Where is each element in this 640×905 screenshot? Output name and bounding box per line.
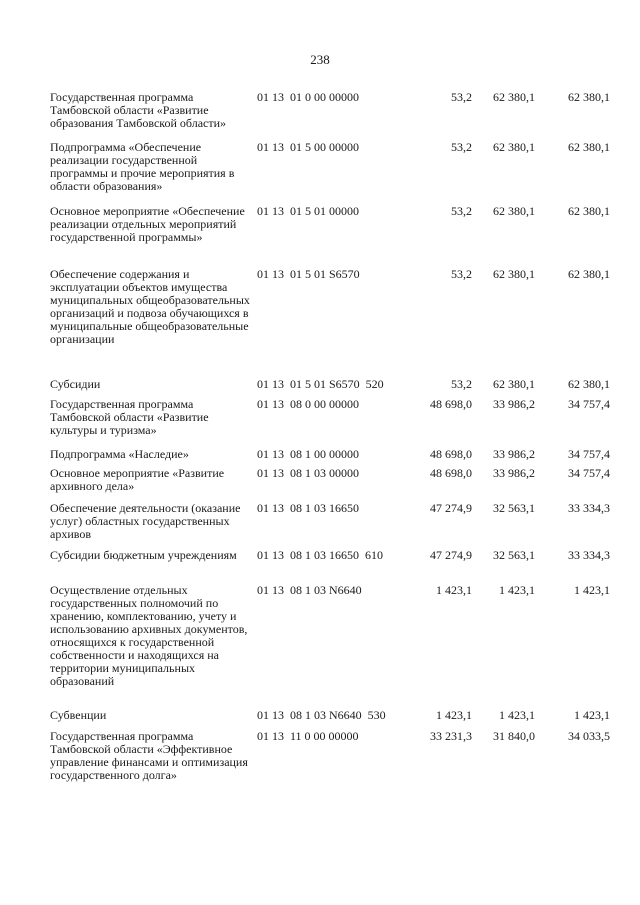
row-value-2: 33 986,2 [493, 397, 535, 411]
row-value-1: 33 231,3 [430, 729, 472, 743]
row-value-2: 1 423,1 [499, 583, 535, 597]
row-value-1: 53,2 [451, 90, 472, 104]
row-codes: 01 13 08 1 03 16650 610 [257, 548, 383, 562]
row-value-2: 33 986,2 [493, 447, 535, 461]
row-codes: 01 13 08 0 00 00000 [257, 397, 359, 411]
row-codes: 01 13 01 0 00 00000 [257, 90, 359, 104]
row-value-2: 33 986,2 [493, 466, 535, 480]
row-value-1: 47 274,9 [430, 548, 472, 562]
row-codes: 01 13 08 1 03 N6640 [257, 583, 362, 597]
row-value-3: 1 423,1 [574, 708, 610, 722]
row-value-2: 31 840,0 [493, 729, 535, 743]
row-value-2: 62 380,1 [493, 377, 535, 391]
row-value-3: 33 334,3 [568, 501, 610, 515]
row-value-3: 34 757,4 [568, 447, 610, 461]
row-value-3: 34 757,4 [568, 466, 610, 480]
row-name: Основное мероприятие «Обеспечение реализации отдельных мероприятий государственной программы» [50, 204, 245, 244]
row-value-3: 62 380,1 [568, 267, 610, 281]
row-value-1: 1 423,1 [436, 583, 472, 597]
row-name: Основное мероприятие «Развитие архивного дела» [50, 466, 225, 493]
row-value-1: 53,2 [451, 267, 472, 281]
row-name: Обеспечение содержания и эксплуатации объектов имущества муниципальных общеобразовательных организаций и подвоза обучающихся в муниципальные общеобразовательные организации [50, 267, 250, 346]
row-name: Субвенции [50, 708, 107, 722]
row-name: Субсидии бюджетным учреждениям [50, 548, 237, 562]
row-name: Субсидии [50, 377, 101, 391]
row-codes: 01 13 01 5 01 S6570 520 [257, 377, 384, 391]
row-name: Подпрограмма «Наследие» [50, 447, 189, 461]
row-codes: 01 13 11 0 00 00000 [257, 729, 359, 743]
row-value-2: 62 380,1 [493, 204, 535, 218]
row-value-2: 62 380,1 [493, 267, 535, 281]
row-codes: 01 13 08 1 00 00000 [257, 447, 359, 461]
row-value-3: 62 380,1 [568, 90, 610, 104]
row-codes: 01 13 01 5 00 00000 [257, 140, 359, 154]
row-name: Обеспечение деятельности (оказание услуг) областных государственных архивов [50, 501, 241, 541]
row-value-1: 1 423,1 [436, 708, 472, 722]
row-value-1: 47 274,9 [430, 501, 472, 515]
row-codes: 01 13 08 1 03 00000 [257, 466, 359, 480]
row-value-2: 62 380,1 [493, 140, 535, 154]
row-value-3: 34 033,5 [568, 729, 610, 743]
row-value-2: 1 423,1 [499, 708, 535, 722]
row-value-1: 53,2 [451, 377, 472, 391]
row-name: Государственная программа Тамбовской области «Эффективное управление финансами и оптимизация государственного долга» [50, 729, 248, 782]
row-value-3: 34 757,4 [568, 397, 610, 411]
row-codes: 01 13 08 1 03 16650 [257, 501, 359, 515]
row-value-1: 48 698,0 [430, 466, 472, 480]
row-value-3: 62 380,1 [568, 377, 610, 391]
row-codes: 01 13 08 1 03 N6640 530 [257, 708, 386, 722]
row-value-2: 32 563,1 [493, 548, 535, 562]
row-value-2: 62 380,1 [493, 90, 535, 104]
row-value-3: 62 380,1 [568, 204, 610, 218]
row-name: Государственная программа Тамбовской области «Развитие образования Тамбовской области» [50, 90, 227, 130]
page-number: 238 [310, 52, 330, 67]
row-value-1: 48 698,0 [430, 447, 472, 461]
row-codes: 01 13 01 5 01 S6570 [257, 267, 360, 281]
row-codes: 01 13 01 5 01 00000 [257, 204, 359, 218]
row-value-3: 1 423,1 [574, 583, 610, 597]
row-name: Подпрограмма «Обеспечение реализации государственной программы и прочие мероприятия в области образования» [50, 140, 235, 193]
row-name: Осуществление отдельных государственных полномочий по хранению, комплектованию, учету и использованию архивных документов, относящихся к государственной собственности и находящихся на территории муниципальных образований [50, 583, 248, 688]
row-value-1: 53,2 [451, 204, 472, 218]
row-name: Государственная программа Тамбовской области «Развитие культуры и туризма» [50, 397, 209, 437]
row-value-2: 32 563,1 [493, 501, 535, 515]
row-value-3: 33 334,3 [568, 548, 610, 562]
row-value-1: 48 698,0 [430, 397, 472, 411]
row-value-1: 53,2 [451, 140, 472, 154]
row-value-3: 62 380,1 [568, 140, 610, 154]
